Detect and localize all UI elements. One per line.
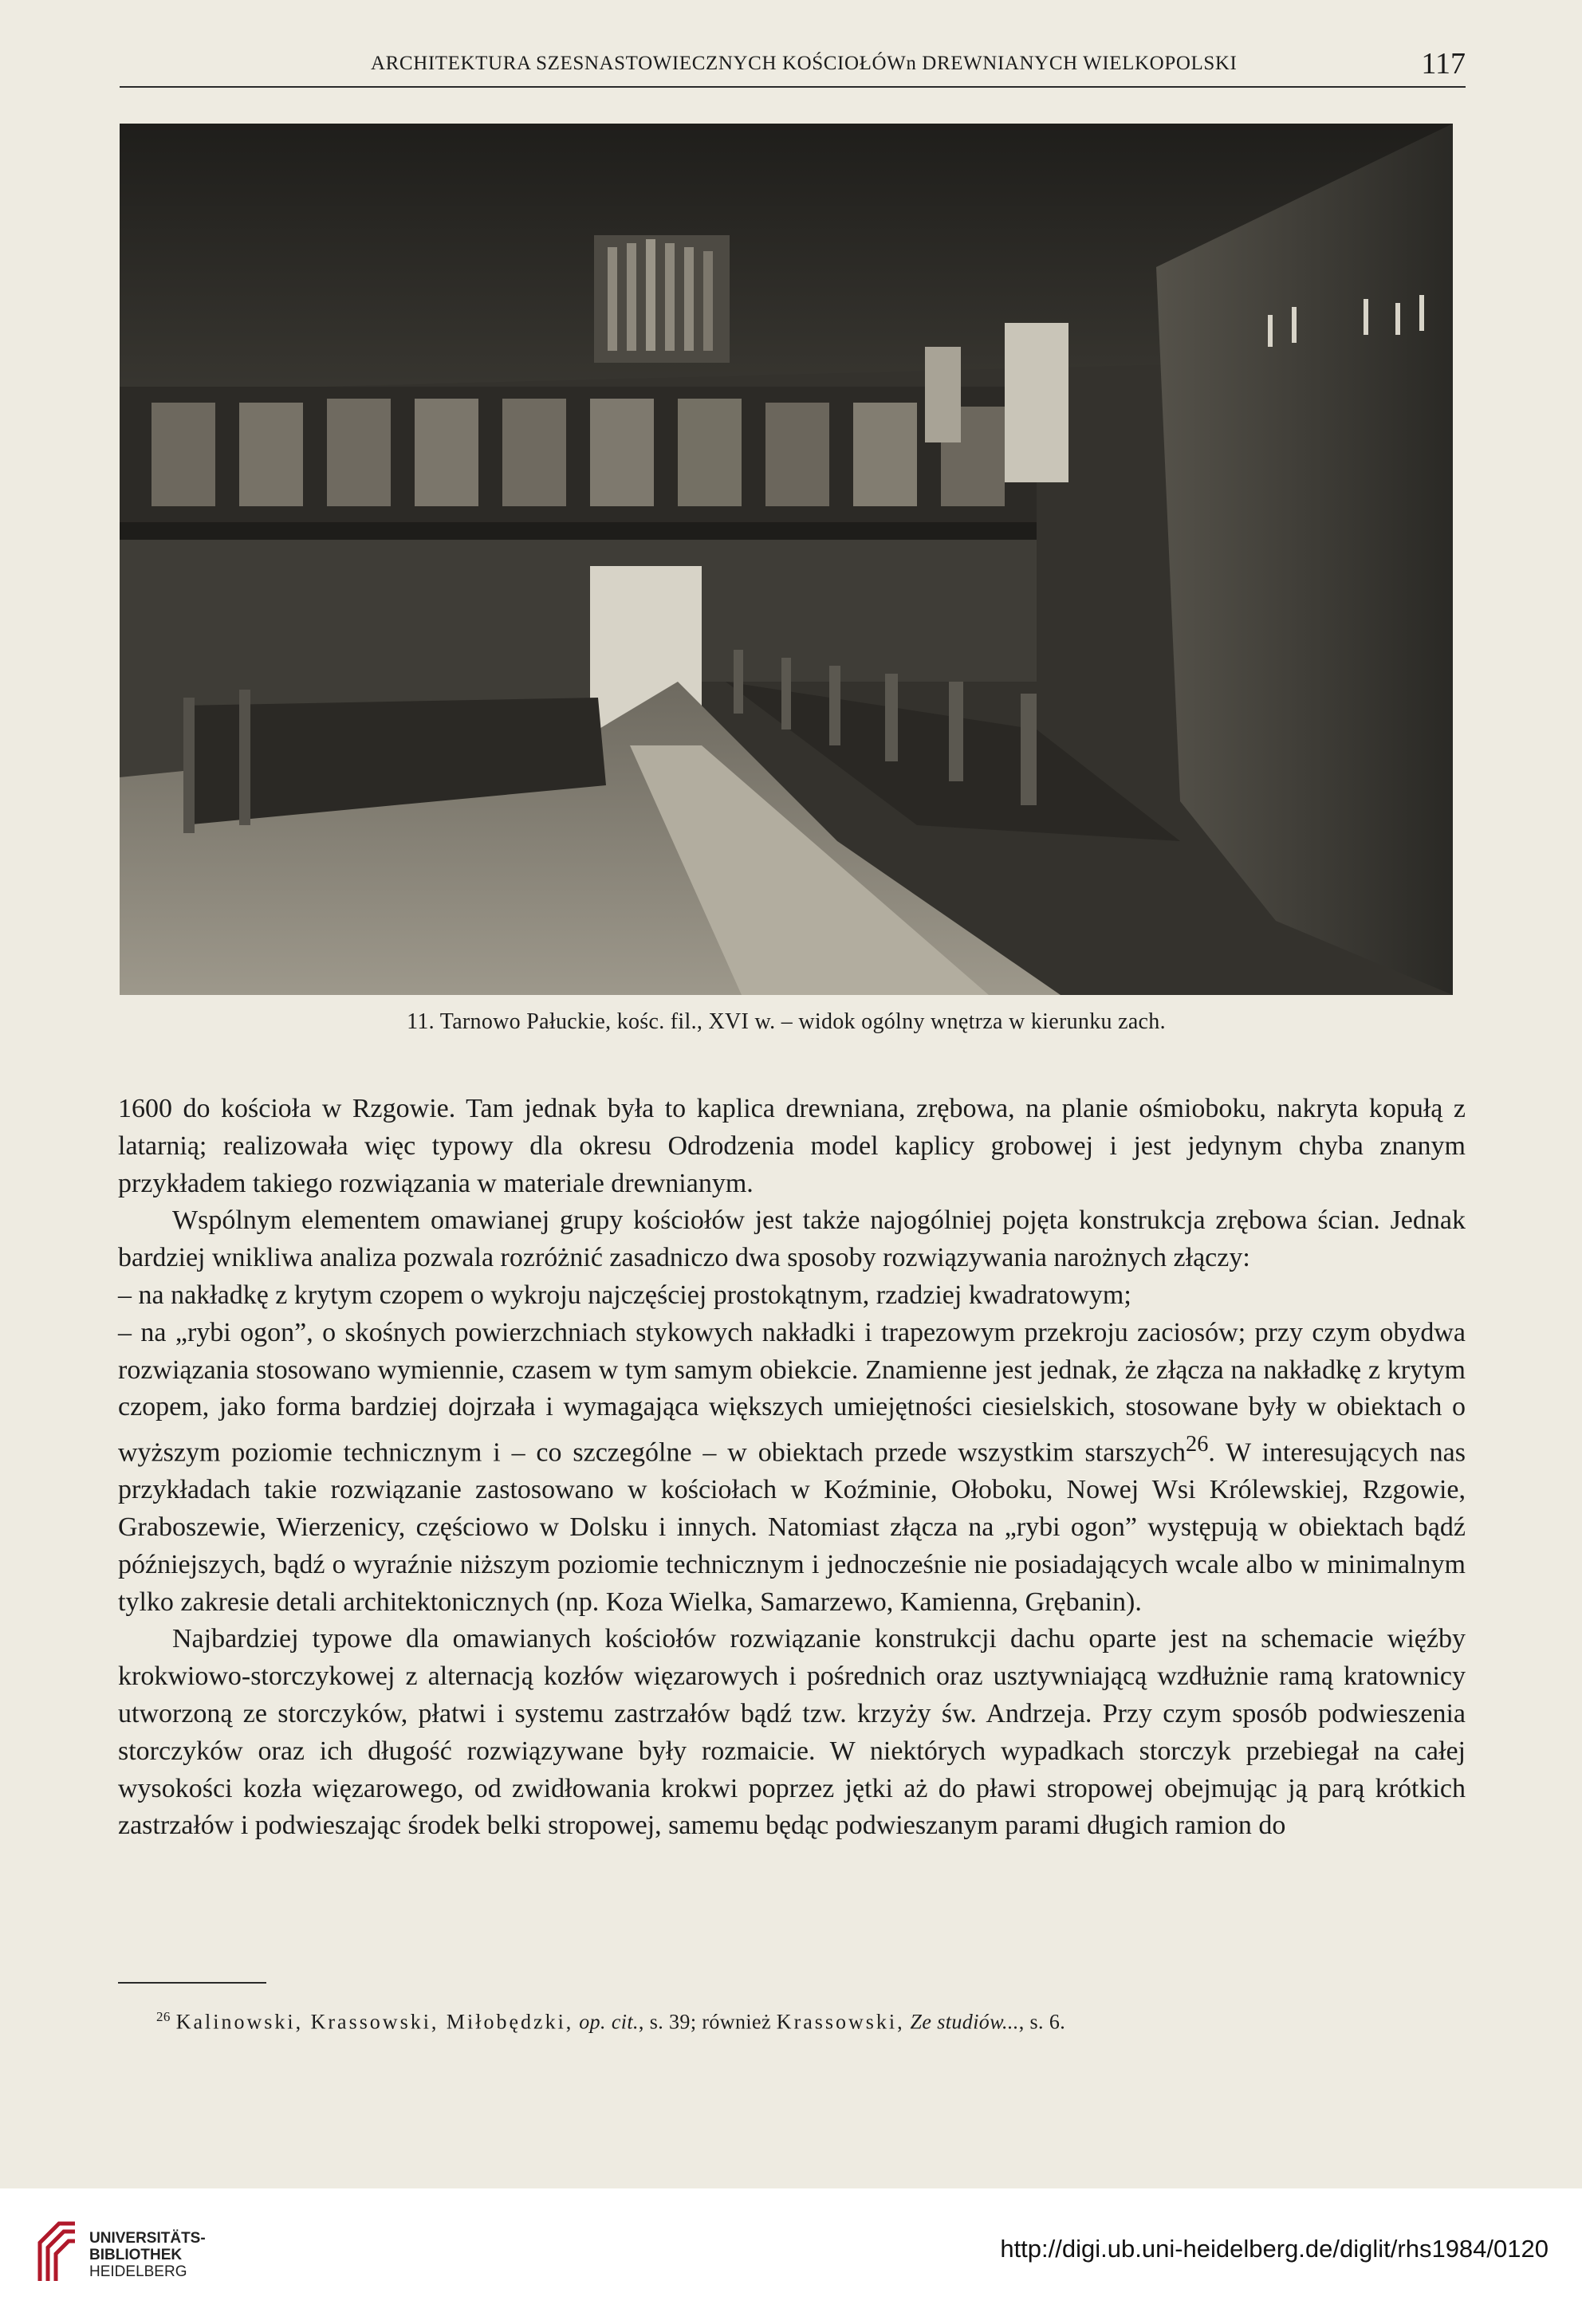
library-name xyxy=(89,2230,206,2280)
footnote-author2: Krassowski, xyxy=(776,2010,905,2034)
footnote-short-title: Ze studiów... xyxy=(910,2010,1019,2034)
library-name-line-3: HEIDELBERG xyxy=(89,2263,187,2280)
church-interior-illustration xyxy=(120,124,1453,995)
page-number: 117 xyxy=(1421,47,1466,81)
paragraph-4-text: – na „rybi ogon”, o skośnych powierzchniach stykowych nakładki i trapezowym przekroju zaciosów; przy czym obydwa rozwiązania stosowano wymiennie, czasem w tym samym obiekcie. Znamienne jest jednak, że złącza na nakładkę z krytym czopem, jako forma bardziej dojrzała i wymagająca większych umiejętności ciesielskich, stosowane były w obiektach o wyższym poziomie technicznym i – co szczególne – w obiektach przede wszystkim starszych xyxy=(118,1317,1466,1468)
paragraph-4 xyxy=(118,1315,1466,1622)
paragraph-4-continuation: . W interesujących nas przykładach takie rozwiązanie zastosowano w kościołach w Koźminie, Ołoboku, Nowej Wsi Królewskiej, Rzgowie, Graboszewie, Wierzenicy, częściowo w Dolsku i innych. Natomiast złącza na „rybi ogon” występują w obiektach bądź późniejszych, bądź o wyraźnie niższym poziomie technicznym i jednocześnie nie posiadających wcale albo w minimalnym tylko zakresie detali architektonicznych (np. Koza Wielka, Samarzewo, Kamienna, Grębanin). xyxy=(118,1437,1466,1617)
paragraph-1: 1600 do kościoła w Rzgowie. Tam jednak była to kaplica drewniana, zrębowa, na planie ośmioboku, nakryta kopułą z latarnią; realizowała więc typowy dla okresu Odrodzenia model kaplicy grobowej i jest jedynym chyba znanym przykładem takiego rozwiązania w materiale drewnianym. xyxy=(118,1094,1466,1198)
permalink-url[interactable]: http://digi.ub.uni-heidelberg.de/diglit/rhs1984/0120 xyxy=(1000,2235,1549,2263)
organ-pipes xyxy=(594,235,730,363)
choir-loft-gallery xyxy=(120,387,1037,540)
footnote-middle: , s. 39; również xyxy=(638,2010,771,2034)
library-name-line-1: UNIVERSITÄTS- xyxy=(89,2230,206,2247)
running-header xyxy=(120,46,1466,88)
footnote xyxy=(156,2009,1065,2035)
church-interior-photo xyxy=(120,124,1453,995)
footnote-rule xyxy=(118,1982,266,1984)
paragraph-5: Najbardziej typowe dla omawianych kościołów rozwiązanie konstrukcji dachu oparte jest na schemacie więźby krokwiowo-storczykowej z alternacją kozłów więzarowych i pośrednich oraz usztywniającą wzdłużnie ramą kratownicy utworzoną ze storczyków, płatwi i systemu zastrzałów bądź tzw. krzyży św. Andrzeja. Przy czym sposób podwieszenia storczyków oraz ich długość rozwiązywane były rozmaicie. W niektórych wypadkach storczyk przebiegał na całej wysokości kozła więzarowego, od zwidłowania krokwi poprzez jętki aż do pławi stropowej obejmując ją parą krótkich zastrzałów i podwieszając środek belki stropowej, samemu będąc podwieszanym parami długich ramion do xyxy=(118,1624,1466,1841)
library-footer xyxy=(0,2188,1582,2324)
list-item-1: – na nakładkę z krytym czopem o wykroju najczęściej prostokątnym, rzadziej kwadratowym; xyxy=(118,1280,1131,1310)
footnote-number: 26 xyxy=(156,2009,171,2024)
footnote-end: , s. 6. xyxy=(1018,2010,1066,2034)
body-text xyxy=(118,1091,1466,1845)
figure-caption: 11. Tarnowo Pałuckie, kośc. fil., XVI w. – widok ogólny wnętrza w kierunku zach. xyxy=(407,1009,1166,1034)
footnote-op-cit: op. cit. xyxy=(579,2010,639,2034)
footnote-authors: Kalinowski, Krassowski, Miłobędzki, xyxy=(175,2010,574,2034)
footnote-reference[interactable]: 26 xyxy=(1186,1432,1209,1457)
library-name-line-2: BIBLIOTHEK xyxy=(89,2247,183,2263)
paragraph-2: Wspólnym elementem omawianej grupy kościołów jest także najogólniej pojęta konstrukcja zrębowa ścian. Jednak bardziej wnikliwa analiza pozwala rozróżnić zasadniczo dwa sposoby rozwiązywania narożnych złączy: xyxy=(118,1205,1466,1273)
window-light xyxy=(1005,323,1068,482)
running-title: ARCHITEKTURA SZESNASTOWIECZNYCH KOŚCIOŁÓWn DREWNIANYCH WIELKOPOLSKI xyxy=(371,53,1238,74)
library-logo-icon xyxy=(35,2219,80,2286)
